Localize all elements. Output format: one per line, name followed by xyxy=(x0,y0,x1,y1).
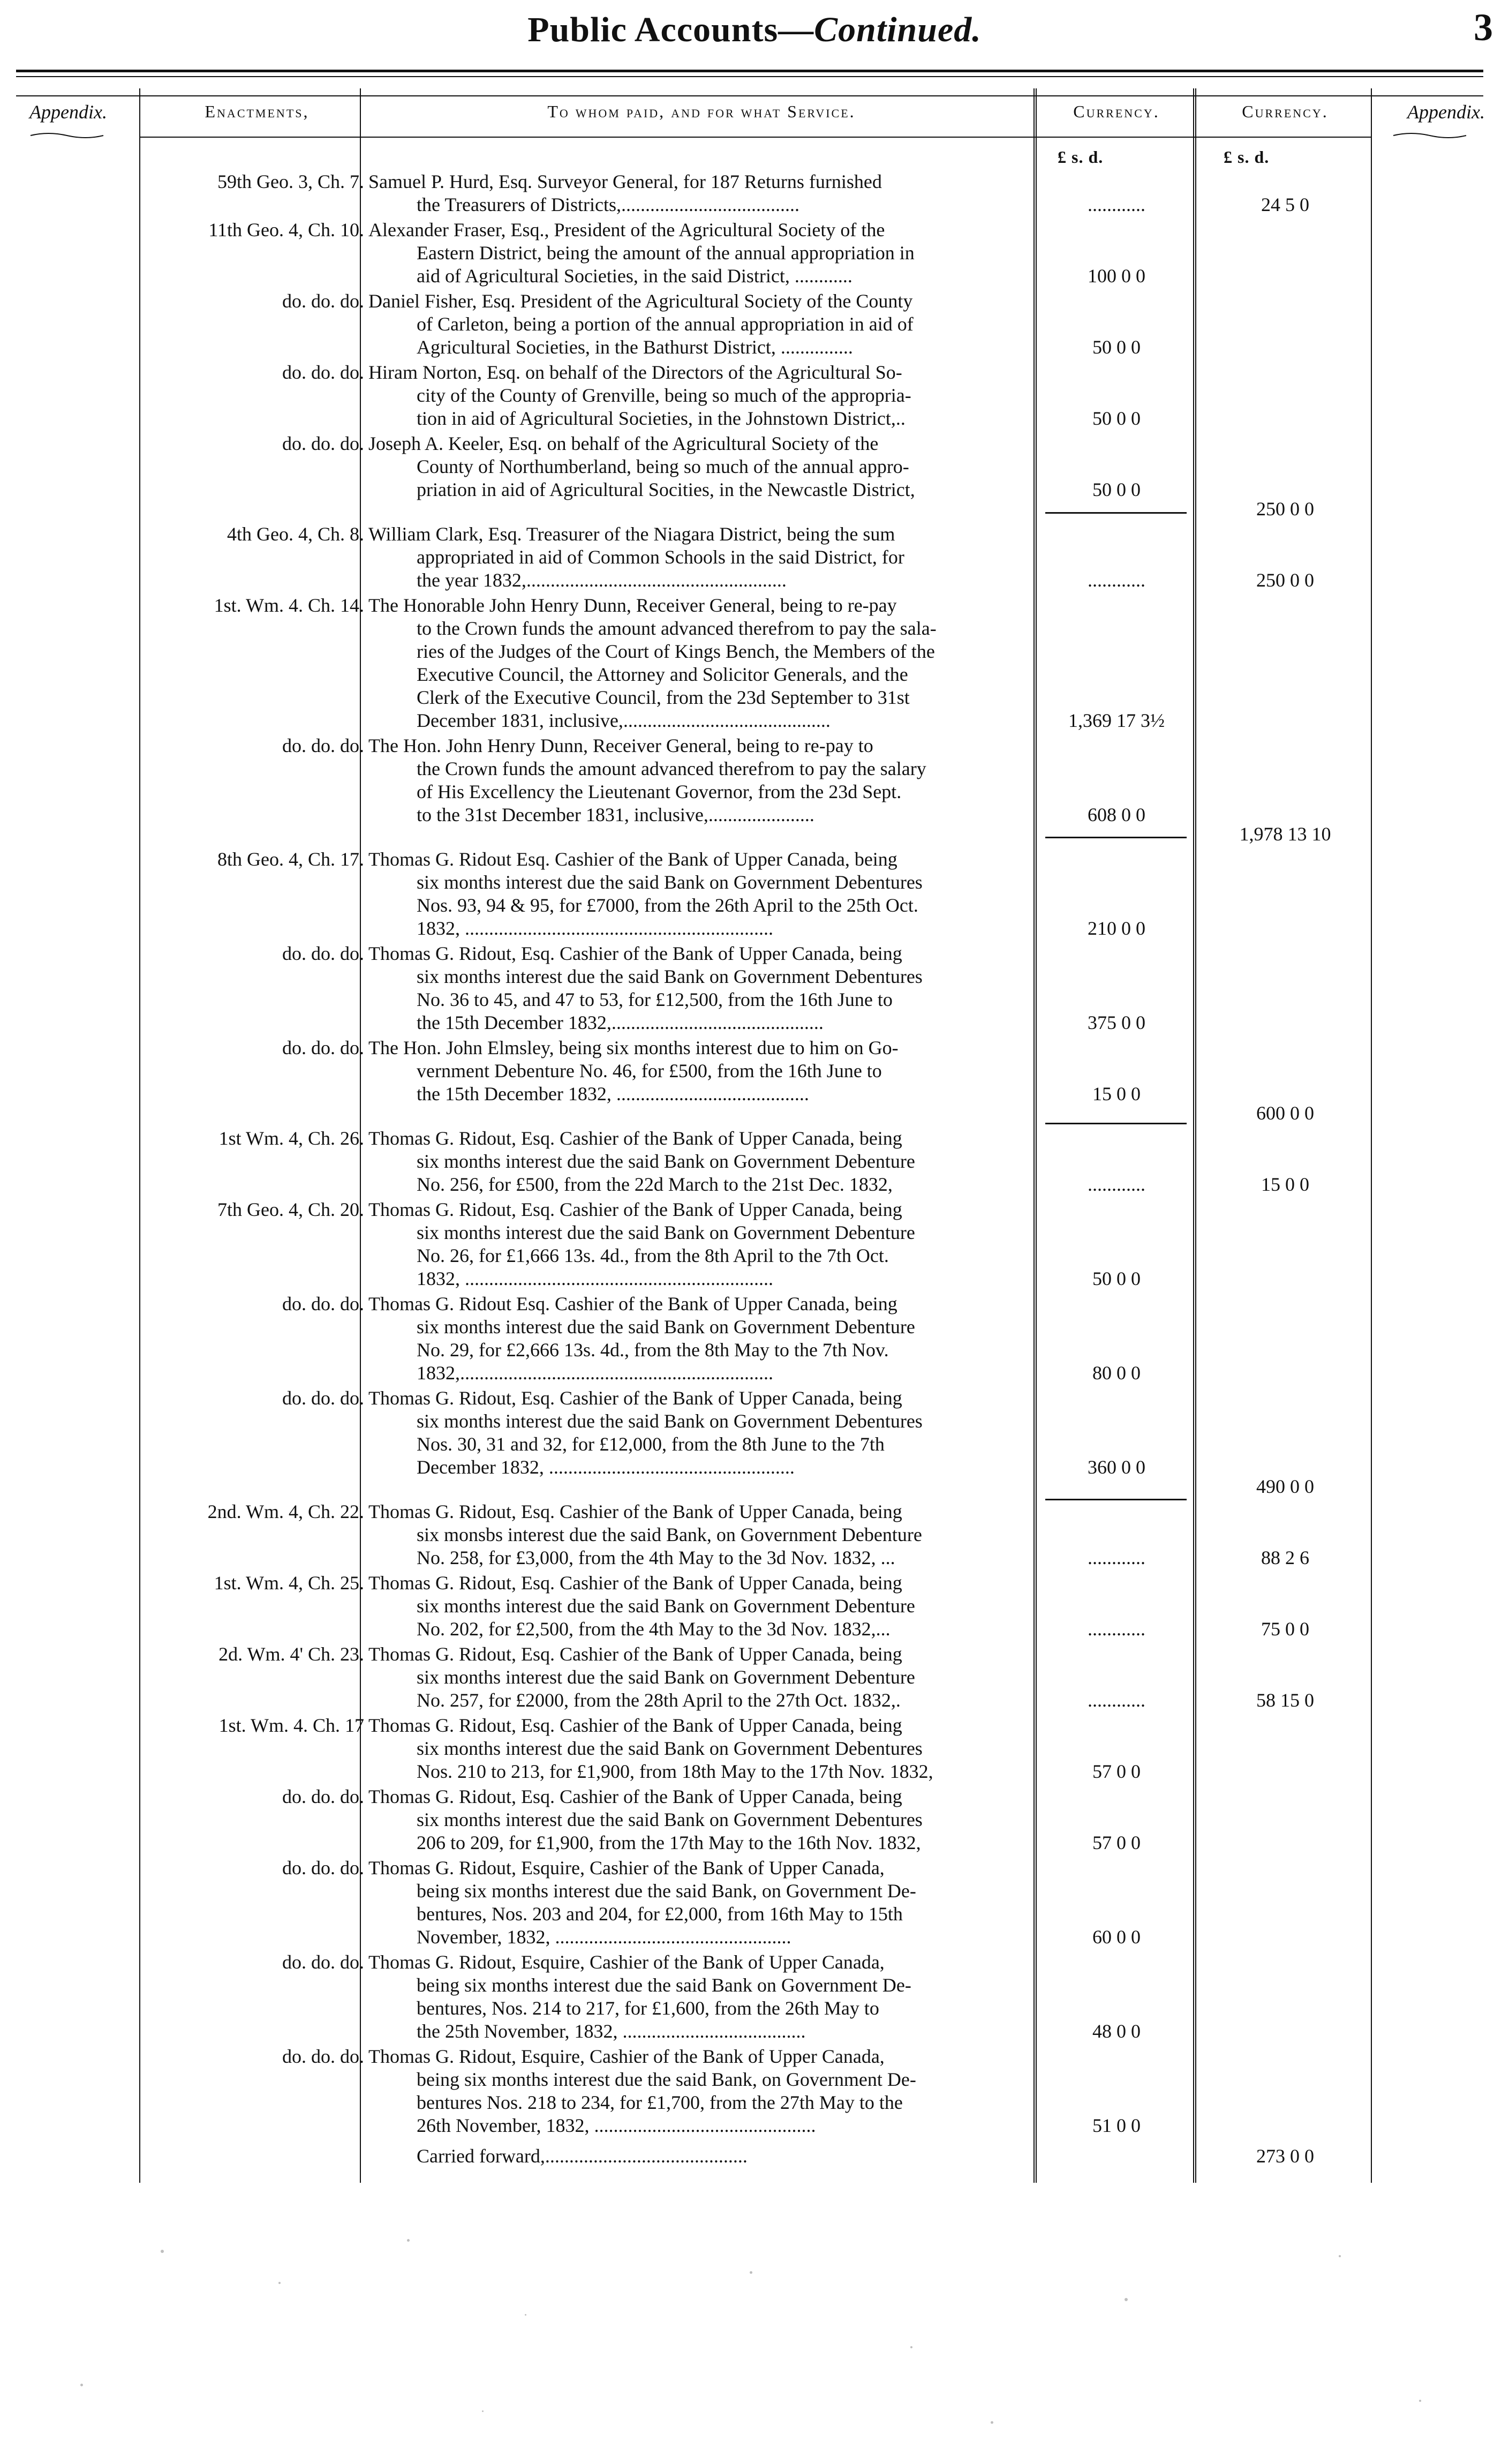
service-line: Thomas G. Ridout, Esq. Cashier of the Bank of Upper Canada, being xyxy=(368,1715,902,1736)
service-line: six months interest due the said Bank on Government Debentures xyxy=(417,1410,923,1432)
currency2-amount: 15 0 0 xyxy=(1261,1174,1309,1195)
service-line: The Honorable John Henry Dunn, Receiver General, being to re-pay xyxy=(368,595,897,616)
service-line: 1832, ................................................................ xyxy=(417,1268,773,1289)
service-line: Nos. 93, 94 & 95, for £7000, from the 26th April to the 25th Oct. xyxy=(417,895,918,916)
service-line: Hiram Norton, Esq. on behalf of the Directors of the Agricultural So- xyxy=(368,362,902,383)
service-line: to the 31st December 1831, inclusive,...................... xyxy=(417,804,814,825)
service-line: Nos. 210 to 213, for £1,900, from 18th May to the 17th Nov. 1832, xyxy=(417,1761,933,1782)
service-cell xyxy=(368,942,1030,1034)
currency2-amount: 1,978 13 10 xyxy=(1239,823,1331,845)
currency1-amount: ............ xyxy=(1088,569,1145,591)
rule-appendix xyxy=(1371,88,1372,2183)
service-line: No. 257, for £2000, from the 28th April to the 27th Oct. 1832,. xyxy=(417,1689,901,1711)
enactment-cell: do. do. do. xyxy=(282,735,364,756)
paper-speck xyxy=(407,2239,410,2242)
enactment-cell: do. do. do. xyxy=(282,1786,364,1807)
paper-speck xyxy=(1125,2298,1128,2301)
paper-speck xyxy=(525,2314,526,2316)
service-cell xyxy=(368,1714,1030,1783)
service-line: six months interest due the said Bank on Government Debenture xyxy=(417,1595,915,1617)
paper-speck xyxy=(80,2384,83,2386)
service-line: of His Excellency the Lieutenant Governor, from the 23d Sept. xyxy=(417,781,902,802)
service-line: the Crown funds the amount advanced therefrom to pay the salary xyxy=(417,758,926,779)
currency1-amount: 57 0 0 xyxy=(1092,1761,1141,1782)
paper-speck xyxy=(278,2282,281,2284)
service-line: priation in aid of Agricultural Socities, in the Newcastle District, xyxy=(417,479,915,500)
service-line: The Hon. John Henry Dunn, Receiver General, being to re-pay to xyxy=(368,735,873,756)
page-number: 3 xyxy=(1474,6,1493,49)
service-line: Thomas G. Ridout, Esq. Cashier of the Bank of Upper Canada, being xyxy=(368,1128,902,1149)
rule-currency2 xyxy=(1193,88,1196,2183)
service-line: the Treasurers of Districts,..................................... xyxy=(417,194,799,215)
currency2-heading: Currency. xyxy=(1242,102,1329,121)
currency1-amount: 50 0 0 xyxy=(1092,336,1141,358)
appendix-right-label: Appendix. xyxy=(1407,101,1485,123)
currency1-amount: 15 0 0 xyxy=(1092,1083,1141,1105)
paper-speck xyxy=(910,2346,912,2348)
currency2-units: £ s. d. xyxy=(1224,147,1270,167)
service-cell xyxy=(368,219,1030,288)
service-line: Thomas G. Ridout, Esq. Cashier of the Bank of Upper Canada, being xyxy=(368,1387,902,1409)
enactment-cell: do. do. do. xyxy=(282,2046,364,2067)
currency1-amount: 100 0 0 xyxy=(1088,265,1145,287)
service-cell xyxy=(368,1198,1030,1290)
service-line: Thomas G. Ridout, Esquire, Cashier of the Bank of Upper Canada, xyxy=(368,1857,885,1879)
enactment-cell: do. do. do. xyxy=(282,290,364,312)
currency1-amount: 80 0 0 xyxy=(1092,1362,1141,1384)
service-cell xyxy=(368,1951,1030,2043)
service-cell xyxy=(368,594,1030,732)
service-line: No. 29, for £2,666 13s. 4d., from the 8th May to the 7th Nov. xyxy=(417,1339,889,1361)
enactment-cell: 8th Geo. 4, Ch. 17. xyxy=(217,848,364,870)
currency1-amount: 360 0 0 xyxy=(1088,1456,1145,1478)
service-line: six months interest due the said Bank on Government Debenture xyxy=(417,1151,915,1172)
service-cell xyxy=(368,848,1030,940)
currency2-amount: 250 0 0 xyxy=(1256,498,1314,520)
service-line: The Hon. John Elmsley, being six months interest due to him on Go- xyxy=(368,1037,899,1058)
service-line: No. 256, for £500, from the 22d March to the 21st Dec. 1832, xyxy=(417,1174,893,1195)
currency1-amount: 375 0 0 xyxy=(1088,1012,1145,1033)
enactment-cell: 2d. Wm. 4' Ch. 23. xyxy=(218,1643,364,1665)
enactment-cell: 1st. Wm. 4, Ch. 25. xyxy=(214,1572,364,1594)
service-line: Joseph A. Keeler, Esq. on behalf of the Agricultural Society of the xyxy=(368,433,879,454)
currency1-amount: 51 0 0 xyxy=(1092,2115,1141,2136)
enactment-cell: do. do. do. xyxy=(282,1387,364,1409)
title-italic: Continued. xyxy=(814,10,982,49)
service-cell xyxy=(368,1293,1030,1385)
enactment-cell: 59th Geo. 3, Ch. 7. xyxy=(217,171,364,192)
service-line: Thomas G. Ridout, Esq. Cashier of the Bank of Upper Canada, being xyxy=(368,1643,902,1665)
service-line: Eastern District, being the amount of the annual appropriation in xyxy=(417,242,915,264)
service-line: Alexander Fraser, Esq., President of the Agricultural Society of the xyxy=(368,219,885,241)
service-line: County of Northumberland, being so much of the annual appro- xyxy=(417,456,909,477)
service-line: Clerk of the Executive Council, from the 23d September to 31st xyxy=(417,687,910,708)
service-line: Thomas G. Ridout, Esq. Cashier of the Bank of Upper Canada, being xyxy=(368,1786,902,1807)
currency2-amount: 490 0 0 xyxy=(1256,1476,1314,1497)
service-line: aid of Agricultural Societies, in the said District, ............ xyxy=(417,265,852,287)
service-line: being six months interest due the said Bank, on Government De- xyxy=(417,2069,916,2090)
swash-left xyxy=(29,131,104,140)
service-line: No. 26, for £1,666 13s. 4d., from the 8th April to the 7th Oct. xyxy=(417,1245,889,1266)
enactment-cell: 1st. Wm. 4. Ch. 17 xyxy=(218,1715,364,1736)
enactment-cell: do. do. do. xyxy=(282,1037,364,1058)
service-line: appropriated in aid of Common Schools in the said District, for xyxy=(417,546,904,568)
appendix-left-label: Appendix. xyxy=(29,101,107,123)
service-line: the 25th November, 1832, ...................................... xyxy=(417,2020,806,2042)
enactment-cell: 1st Wm. 4, Ch. 26. xyxy=(218,1128,364,1149)
heading-under-rule xyxy=(139,137,1371,138)
carried-forward-total: 273 0 0 xyxy=(1256,2145,1314,2167)
enactment-cell: 4th Geo. 4, Ch. 8. xyxy=(227,523,364,545)
service-line: Nos. 30, 31 and 32, for £12,000, from the 8th June to the 7th xyxy=(417,1433,885,1455)
service-line: December 1832, ................................................... xyxy=(417,1456,795,1478)
service-line: William Clark, Esq. Treasurer of the Niagara District, being the sum xyxy=(368,523,895,545)
service-line: ries of the Judges of the Court of Kings Bench, the Members of the xyxy=(417,641,935,662)
service-line: the year 1832,...................................................... xyxy=(417,569,787,591)
service-line: Daniel Fisher, Esq. President of the Agricultural Society of the County xyxy=(368,290,913,312)
service-line: the 15th December 1832,............................................ xyxy=(417,1012,824,1033)
enactments-heading: Enactments, xyxy=(205,102,310,121)
currency1-amount: ............ xyxy=(1088,1174,1145,1195)
currency2-amount: 250 0 0 xyxy=(1256,569,1314,591)
service-line: six months interest due the said Bank on Government Debentures xyxy=(417,1809,923,1830)
enactment-cell: 1st. Wm. 4. Ch. 14. xyxy=(214,595,364,616)
paper-speck xyxy=(750,2271,752,2274)
service-line: the 15th December 1832, ........................................ xyxy=(417,1083,809,1105)
paper-speck xyxy=(482,2410,484,2412)
enactment-cell: do. do. do. xyxy=(282,943,364,964)
service-line: six months interest due the said Bank on Government Debenture xyxy=(417,1222,915,1243)
currency2-amount: 24 5 0 xyxy=(1261,194,1309,215)
service-line: Thomas G. Ridout, Esq. Cashier of the Bank of Upper Canada, being xyxy=(368,1572,902,1594)
paper-speck xyxy=(1339,2255,1341,2257)
service-line: bentures Nos. 218 to 234, for £1,700, from the 27th May to the xyxy=(417,2092,903,2113)
enactment-cell: 7th Geo. 4, Ch. 20. xyxy=(217,1199,364,1220)
service-line: 206 to 209, for £1,900, from the 17th May to the 16th Nov. 1832, xyxy=(417,1832,921,1853)
service-line: 26th November, 1832, .............................................. xyxy=(417,2115,816,2136)
currency2-amount: 600 0 0 xyxy=(1256,1102,1314,1124)
service-cell xyxy=(368,1387,1030,1479)
service-cell xyxy=(368,2045,1030,2137)
subtotal-rule-2 xyxy=(1045,837,1187,838)
enactment-cell: do. do. do. xyxy=(282,1857,364,1879)
enactment-cell: 11th Geo. 4, Ch. 10. xyxy=(208,219,364,241)
service-line: six months interest due the said Bank on Government Debentures xyxy=(417,966,923,987)
service-line: of Carleton, being a portion of the annual appropriation in aid of xyxy=(417,313,914,335)
service-heading: To whom paid, and for what Service. xyxy=(547,102,856,121)
currency2-amount: 88 2 6 xyxy=(1261,1547,1309,1568)
currency1-amount: 1,369 17 3½ xyxy=(1068,710,1165,731)
service-line: Thomas G. Ridout, Esq. Cashier of the Bank of Upper Canada, being xyxy=(368,943,902,964)
currency1-amount: 57 0 0 xyxy=(1092,1832,1141,1853)
service-line: to the Crown funds the amount advanced therefrom to pay the sala- xyxy=(417,618,937,639)
currency1-amount: 608 0 0 xyxy=(1088,804,1145,825)
service-line: No. 36 to 45, and 47 to 53, for £12,500, from the 16th June to xyxy=(417,989,893,1010)
service-line: six months interest due the said Bank on Government Debenture xyxy=(417,1666,915,1688)
service-line: bentures, Nos. 214 to 217, for £1,600, from the 26th May to xyxy=(417,1997,879,2019)
currency1-units: £ s. d. xyxy=(1058,147,1104,167)
service-cell xyxy=(368,1572,1030,1641)
swash-right xyxy=(1392,131,1467,140)
currency1-amount: ............ xyxy=(1088,1547,1145,1568)
service-line: Executive Council, the Attorney and Solicitor Generals, and the xyxy=(417,664,908,685)
currency1-amount: 60 0 0 xyxy=(1092,1926,1141,1948)
header-rule-top xyxy=(16,70,1483,72)
service-line: Agricultural Societies, in the Bathurst District, ............... xyxy=(417,336,853,358)
service-cell xyxy=(368,1643,1030,1712)
service-line: Thomas G. Ridout, Esquire, Cashier of the Bank of Upper Canada, xyxy=(368,1951,885,1973)
service-cell xyxy=(368,1785,1030,1854)
column-top-rule xyxy=(16,95,1483,96)
paper-speck xyxy=(991,2421,993,2424)
service-cell xyxy=(368,170,1030,216)
service-cell xyxy=(368,1127,1030,1196)
carried-forward-label: Carried forward,.......................................... xyxy=(417,2145,748,2167)
service-cell xyxy=(368,361,1030,430)
enactment-cell: do. do. do. xyxy=(282,1293,364,1314)
service-line: No. 258, for £3,000, from the 4th May to the 3d Nov. 1832, ... xyxy=(417,1547,895,1568)
service-line: being six months interest due the said Bank, on Government De- xyxy=(417,1880,916,1902)
service-line: six monsbs interest due the said Bank, on Government Debenture xyxy=(417,1524,922,1545)
service-cell xyxy=(368,1857,1030,1949)
service-line: six months interest due the said Bank on Government Debentures xyxy=(417,1738,923,1759)
currency1-amount: 50 0 0 xyxy=(1092,408,1141,429)
enactment-cell: do. do. do. xyxy=(282,433,364,454)
service-line: vernment Debenture No. 46, for £500, from the 16th June to xyxy=(417,1060,882,1081)
service-cell xyxy=(368,432,1030,501)
service-cell xyxy=(368,290,1030,359)
enactment-cell: 2nd. Wm. 4, Ch. 22. xyxy=(207,1501,364,1522)
page-title xyxy=(0,10,1509,50)
service-line: December 1831, inclusive,........................................... xyxy=(417,710,831,731)
subtotal-rule-4 xyxy=(1045,1499,1187,1500)
service-line: Thomas G. Ridout Esq. Cashier of the Bank of Upper Canada, being xyxy=(368,1293,897,1314)
paper-speck xyxy=(161,2250,164,2253)
title-main: Public Accounts— xyxy=(527,10,814,49)
subtotal-rule-3 xyxy=(1045,1123,1187,1124)
service-line: Samuel P. Hurd, Esq. Surveyor General, for 187 Returns furnished xyxy=(368,171,882,192)
service-line: Thomas G. Ridout Esq. Cashier of the Bank of Upper Canada, being xyxy=(368,848,897,870)
rule-currency1 xyxy=(1033,88,1037,2183)
currency1-amount: 48 0 0 xyxy=(1092,2020,1141,2042)
currency1-amount: 50 0 0 xyxy=(1092,479,1141,500)
service-cell xyxy=(368,523,1030,592)
paper-speck xyxy=(1419,2400,1421,2402)
currency1-heading: Currency. xyxy=(1073,102,1160,121)
currency1-amount: 210 0 0 xyxy=(1088,918,1145,939)
service-line: Thomas G. Ridout, Esquire, Cashier of the Bank of Upper Canada, xyxy=(368,2046,885,2067)
currency1-amount: ............ xyxy=(1088,1618,1145,1640)
service-line: 1832, ................................................................ xyxy=(417,918,773,939)
enactment-cell: do. do. do. xyxy=(282,362,364,383)
service-line: bentures, Nos. 203 and 204, for £2,000, from 16th May to 15th xyxy=(417,1903,903,1925)
service-line: Thomas G. Ridout, Esq. Cashier of the Bank of Upper Canada, being xyxy=(368,1199,902,1220)
currency1-amount: ............ xyxy=(1088,1689,1145,1711)
currency2-amount: 75 0 0 xyxy=(1261,1618,1309,1640)
currency1-amount: ............ xyxy=(1088,194,1145,215)
service-line: tion in aid of Agricultural Societies, in the Johnstown District,.. xyxy=(417,408,906,429)
service-line: city of the County of Grenville, being so much of the appropria- xyxy=(417,385,911,406)
service-cell xyxy=(368,1500,1030,1569)
service-cell xyxy=(368,734,1030,827)
service-line: being six months interest due the said Bank on Government De- xyxy=(417,1974,911,1996)
service-line: No. 202, for £2,500, from the 4th May to the 3d Nov. 1832,... xyxy=(417,1618,891,1640)
service-line: 1832,................................................................. xyxy=(417,1362,773,1384)
subtotal-rule-1 xyxy=(1045,512,1187,514)
service-line: six months interest due the said Bank on Government Debentures xyxy=(417,872,923,893)
header-rule-bottom xyxy=(16,76,1483,77)
service-line: Thomas G. Ridout, Esq. Cashier of the Bank of Upper Canada, being xyxy=(368,1501,902,1522)
currency1-amount: 50 0 0 xyxy=(1092,1268,1141,1289)
currency2-amount: 58 15 0 xyxy=(1256,1689,1314,1711)
service-line: November, 1832, ................................................. xyxy=(417,1926,791,1948)
service-cell xyxy=(368,1036,1030,1106)
service-line: six months interest due the said Bank on Government Debenture xyxy=(417,1316,915,1338)
enactment-cell: do. do. do. xyxy=(282,1951,364,1973)
